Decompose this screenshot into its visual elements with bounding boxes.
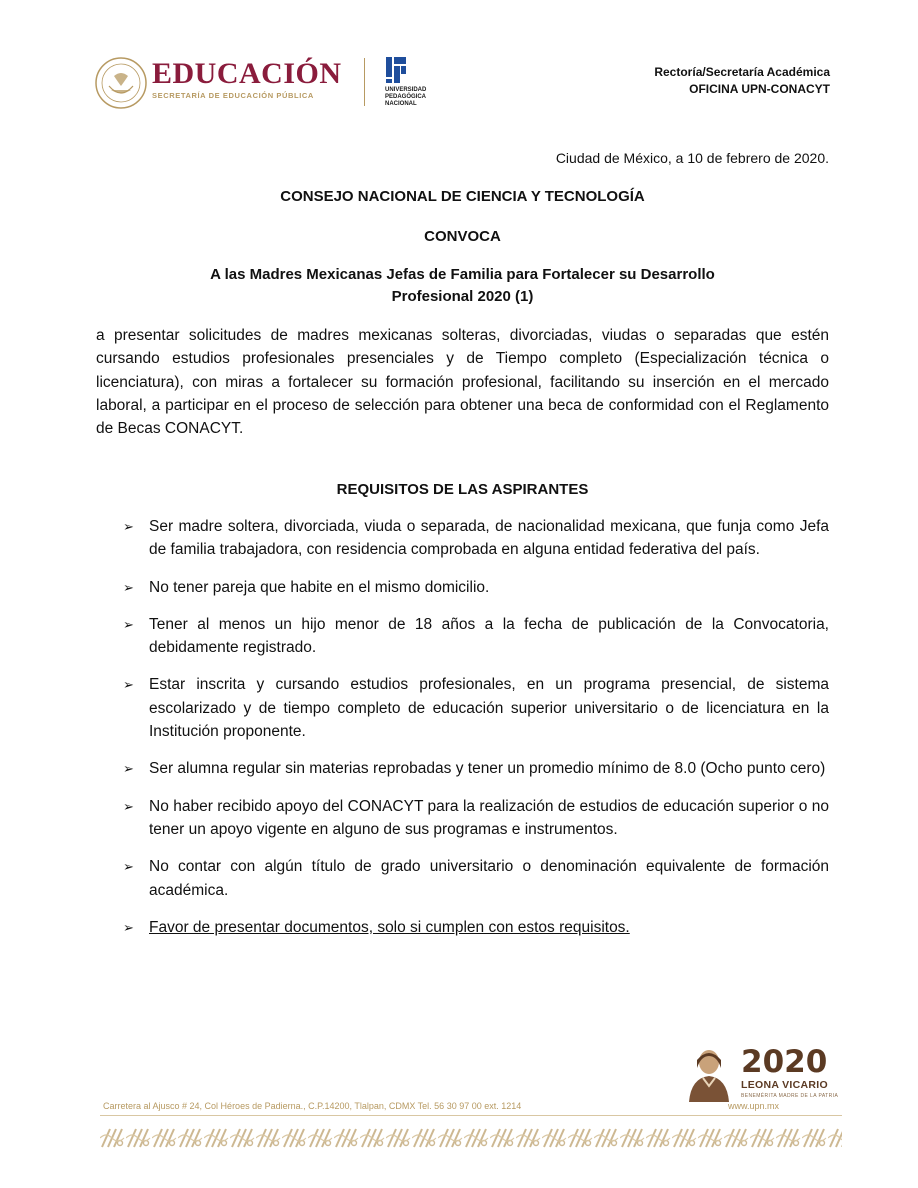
upn-name bbox=[385, 87, 455, 108]
arrow-bullet-icon: ➢ bbox=[123, 677, 134, 693]
arrow-bullet-icon: ➢ bbox=[123, 579, 134, 595]
arrow-bullet-icon: ➢ bbox=[123, 519, 134, 534]
footer-rule bbox=[100, 1115, 842, 1116]
footer-address: Carretera al Ajusco # 24, Col Héroes de Padierna., C.P.14200, Tlalpan, CDMX Tel. 56 30 97 00 ext. 1214 bbox=[103, 1101, 522, 1111]
upn-name-line: NACIONAL bbox=[385, 101, 417, 107]
call-title bbox=[96, 264, 829, 308]
arrow-bullet-icon: ➢ bbox=[123, 761, 134, 777]
footer-website: www.upn.mx bbox=[728, 1101, 780, 1111]
office-block bbox=[654, 64, 830, 98]
requirement-item bbox=[96, 515, 829, 562]
upn-name-line: UNIVERSIDAD bbox=[385, 87, 427, 93]
arrow-bullet-icon: ➢ bbox=[123, 798, 134, 814]
office-line-2: OFICINA UPN-CONACYT bbox=[689, 82, 830, 96]
office-line-1: Rectoría/Secretaría Académica bbox=[654, 65, 830, 79]
requirements-title: REQUISITOS DE LAS ASPIRANTES bbox=[336, 481, 589, 498]
requirement-note bbox=[96, 916, 829, 939]
requirement-text: Tener al menos un hijo menor de 18 años a la fecha de publicación de la Convocatoria, debidamente registrado. bbox=[149, 615, 829, 657]
arrow-bullet-icon: ➢ bbox=[123, 616, 134, 632]
education-subtitle: SECRETARÍA DE EDUCACIÓN PÚBLICA bbox=[152, 91, 314, 100]
logo-divider bbox=[364, 58, 365, 106]
upn-mark-icon bbox=[385, 55, 407, 85]
national-seal-icon bbox=[94, 56, 148, 110]
upn-logo bbox=[385, 55, 449, 113]
arrow-bullet-icon: ➢ bbox=[123, 859, 134, 875]
leona-vicario-badge bbox=[683, 1044, 839, 1104]
requirement-item bbox=[96, 855, 829, 902]
letterhead bbox=[94, 52, 830, 116]
portrait-icon bbox=[683, 1046, 735, 1102]
council-title: CONSEJO NACIONAL DE CIENCIA Y TECNOLOGÍA bbox=[280, 188, 645, 205]
year-badge: 2020 bbox=[741, 1044, 828, 1080]
requirement-note-text: Favor de presentar documentos, solo si cumplen con estos requisitos. bbox=[149, 918, 630, 936]
decorative-pattern-band bbox=[100, 1127, 842, 1149]
call-title-line-2: Profesional 2020 (1) bbox=[391, 288, 534, 305]
education-title: EDUCACIÓN bbox=[152, 57, 342, 90]
letter-date: Ciudad de México, a 10 de febrero de 2020. bbox=[555, 150, 829, 166]
call-title-line-1: A las Madres Mexicanas Jefas de Familia para Fortalecer su Desarrollo bbox=[210, 266, 715, 283]
requirement-item bbox=[96, 795, 829, 842]
requirement-text: Ser alumna regular sin materias reprobadas y tener un promedio mínimo de 8.0 (Ocho punto cero) bbox=[149, 760, 826, 778]
convoca-title: CONVOCA bbox=[424, 228, 501, 245]
requirement-text: No haber recibido apoyo del CONACYT para la realización de estudios de educación superior o no tener un apoyo vigente en alguno de sus programas e instrumentos. bbox=[149, 797, 829, 838]
requirements-list bbox=[96, 515, 829, 953]
requirement-text: Estar inscrita y cursando estudios profesionales, en un programa presencial, de sistema escolarizado y de tiempo completo de educación superior universitario o de licenciatura en la Institución proponente. bbox=[149, 676, 829, 741]
requirement-text: No contar con algún título de grado universitario o denominación equivalente de formación académica. bbox=[149, 858, 829, 899]
requirement-item bbox=[96, 757, 829, 780]
requirement-item bbox=[96, 576, 829, 599]
intro-paragraph: a presentar solicitudes de madres mexicanas solteras, divorciadas, viudas o separadas que estén cursando estudios profesionales presenciales y de Tiempo completo (Especialización técnica o licenciatura), con miras a fortalecer su formación profesional, facilitando su inserción en el mercado laboral, a participar en el proceso de selección para obtener una beca de conformidad con el Reglamento de Becas CONACYT. bbox=[96, 327, 829, 438]
year-subtitle: BENEMÉRITA MADRE DE LA PATRIA bbox=[741, 1093, 839, 1099]
requirement-text: No tener pareja que habite en el mismo domicilio. bbox=[149, 578, 490, 596]
requirement-text: Ser madre soltera, divorciada, viuda o separada, de nacionalidad mexicana, que funja como Jefa de familia trabajadora, con residencia comprobada en alguna entidad federativa del país. bbox=[149, 518, 829, 559]
requirement-item bbox=[96, 673, 829, 743]
requirement-item bbox=[96, 613, 829, 660]
arrow-bullet-icon: ➢ bbox=[123, 919, 134, 935]
education-logo bbox=[152, 58, 342, 100]
upn-name-line: PEDAGÓGICA bbox=[385, 94, 427, 100]
year-name: LEONA VICARIO bbox=[741, 1079, 828, 1091]
